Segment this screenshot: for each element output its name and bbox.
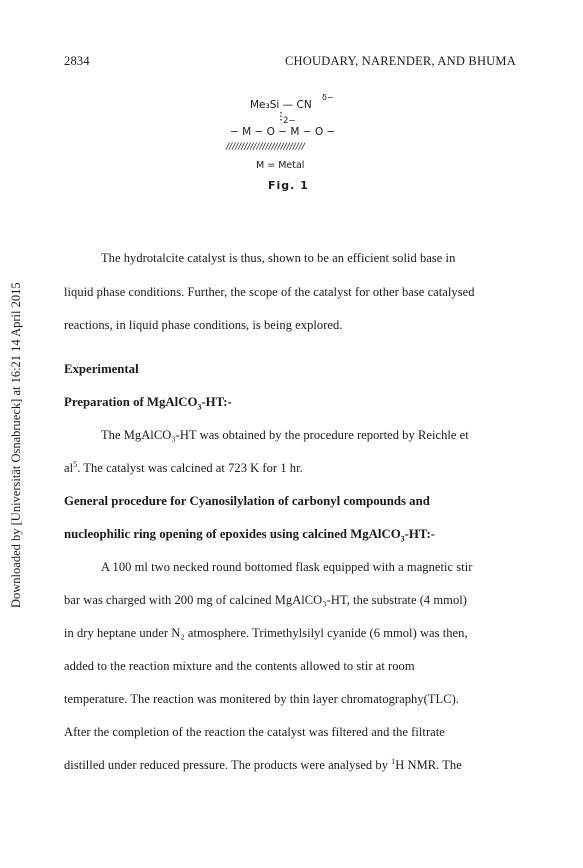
paragraph1-line2: liquid phase conditions. Further, the scope of the catalyst for other base catalysed bbox=[64, 285, 475, 299]
preparation-heading bbox=[64, 395, 232, 410]
paragraph1-line1: The hydrotalcite catalyst is thus, shown to be an efficient solid base in bbox=[101, 251, 456, 265]
general-line7-prefix: distilled under reduced pressure. The products were analysed by bbox=[64, 758, 392, 772]
preparation-line2-suffix: . The catalyst was calcined at 723 K for 1 hr. bbox=[77, 461, 303, 475]
figure-row1-text: Me₃Si — CN bbox=[250, 99, 312, 111]
general-heading-line2-suffix: -HT:- bbox=[404, 527, 435, 541]
general-line7 bbox=[64, 758, 462, 773]
figure-row3-text: − M − O − M − O − bbox=[230, 126, 336, 138]
general-heading-subscript: 3 bbox=[400, 534, 405, 544]
preparation-line2 bbox=[64, 461, 303, 476]
paragraph1-line3: reactions, in liquid phase conditions, is being explored. bbox=[64, 318, 343, 332]
figure-1-diagram bbox=[222, 90, 362, 198]
general-heading-line2-prefix: nucleophilic ring opening of epoxides using calcined MgAlCO bbox=[64, 527, 401, 541]
figure-legend: M = Metal bbox=[256, 160, 305, 171]
figure-row1-charge: δ− bbox=[322, 93, 334, 102]
figure-caption: Fig. 1 bbox=[268, 179, 309, 192]
preparation-line2-prefix: al bbox=[64, 461, 74, 475]
preparation-heading-subscript: 3 bbox=[197, 402, 202, 412]
general-line3: in dry heptane under N₂ atmosphere. Trimethylsilyl cyanide (6 mmol) was then, bbox=[64, 626, 468, 640]
general-line6: After the completion of the reaction the catalyst was filtered and the filtrate bbox=[64, 725, 445, 739]
general-line2: bar was charged with 200 mg of calcined MgAlCO₃-HT, the substrate (4 mmol) bbox=[64, 593, 467, 607]
nmr-superscript: 1 bbox=[391, 756, 396, 766]
general-line7-suffix: H NMR. The bbox=[395, 758, 462, 772]
page-number: 2834 bbox=[64, 54, 90, 68]
reference-superscript: 5 bbox=[73, 459, 78, 469]
running-title: CHOUDARY, NARENDER, AND BHUMA bbox=[285, 54, 516, 68]
figure-row2-charge: 2− bbox=[283, 116, 296, 126]
general-heading-line1: General procedure for Cyanosilylation of carbonyl compounds and bbox=[64, 494, 430, 508]
preparation-line1: The MgAlCO₃-HT was obtained by the procedure reported by Reichle et bbox=[101, 428, 469, 442]
figure-surface-hatching: ////////////////////////// bbox=[226, 142, 305, 152]
experimental-heading: Experimental bbox=[64, 362, 139, 376]
preparation-heading-suffix: -HT:- bbox=[201, 395, 232, 409]
general-line5: temperature. The reaction was monitered by thin layer chromatography(TLC). bbox=[64, 692, 459, 706]
general-heading-line2 bbox=[64, 527, 435, 542]
preparation-heading-prefix: Preparation of MgAlCO bbox=[64, 395, 198, 409]
general-line4: added to the reaction mixture and the contents allowed to stir at room bbox=[64, 659, 415, 673]
general-line1: A 100 ml two necked round bottomed flask equipped with a magnetic stir bbox=[101, 560, 473, 574]
download-notice: Downloaded by [Universität Osnabrueck] at 16:21 14 April 2015 bbox=[9, 282, 23, 608]
